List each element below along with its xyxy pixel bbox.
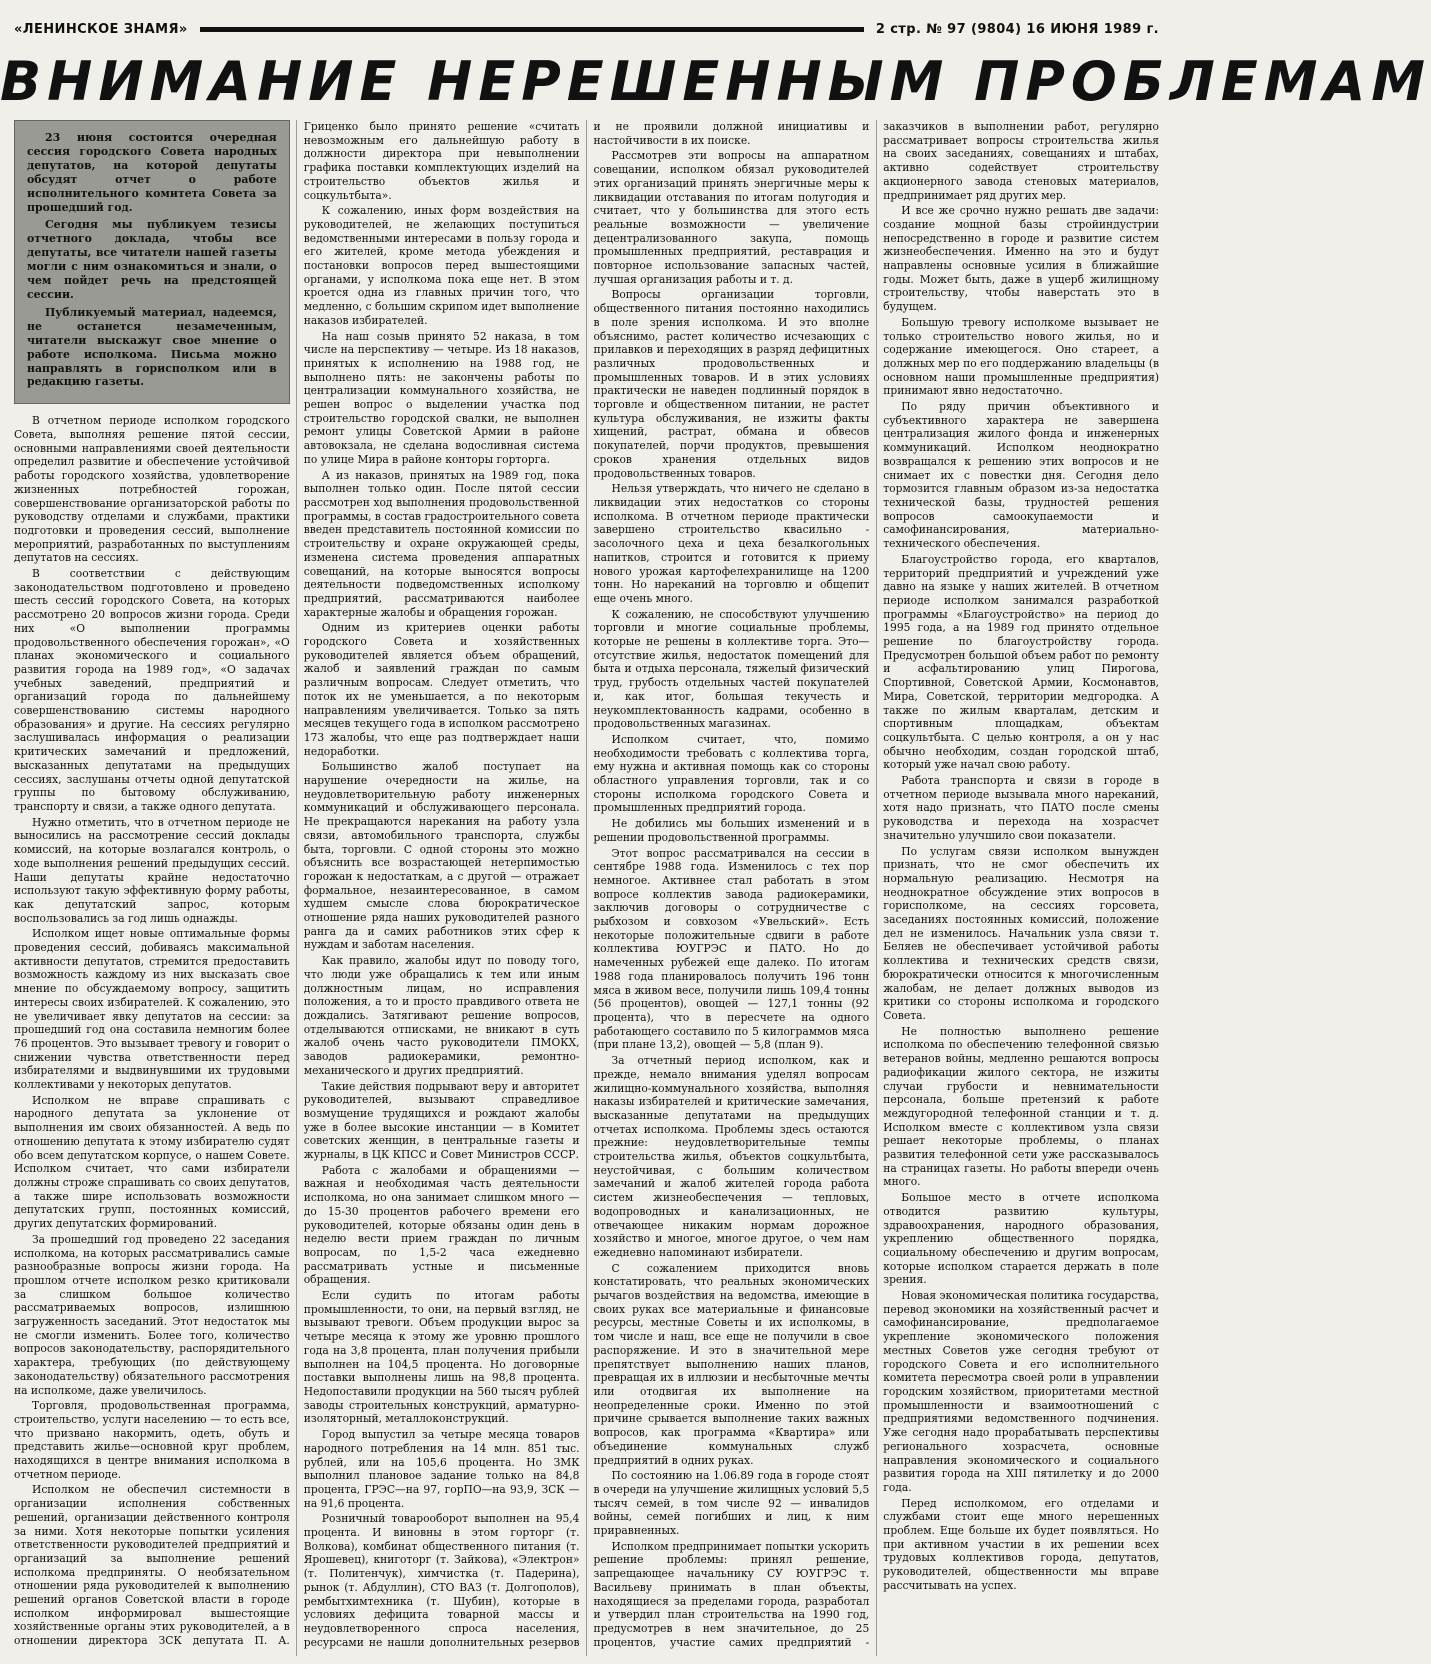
article-paragraph: Если судить по итогам работы промышленности, то они, на первый взгляд, не вызывают тревоги. Объем продукции вырос за четыре месяца к этому же уровню прошлого года на 3,8 процента, план получения прибыли выполнен на 104,5 процента. Но договорные поставки выполнены лишь на 98,8 процента. Недопоставили продукции на 560 тысяч рублей заводы строительных конструкций, арматурно-изоляторный, металлоконструкций. [303,1289,580,1426]
article-paragraph: За прошедший год проведено 22 заседания исполкома, на которых рассматривались самые разнообразные вопросы жизни города. На прошлом отчете исполком резко критиковали за слишком большое количество рассматриваемых вопросов, излишнюю загруженность заседаний. Этот недостаток мы не смогли изменить. Более того, количество вопросов законодательству, распорядительного характера, требующих (по действующему законодательству) обязательного рассмотрения на исполкоме, даже увеличилось. [14,1232,290,1397]
article-paragraph: Рассмотрев эти вопросы на аппаратном совещании, исполком обязал руководителей этих организаций принять энергичные меры к ликвидации отставания по итогам полугодия и считает, что у большинства для этого есть реальные возможности — увеличение децентрализованного закупа, помощь промышленных предприятий, реставрация и повторное использование запасных частей, лучшая организация работы и т. д. [593,149,870,286]
article-paragraph: Работа с жалобами и обращениями — важная и необходимая часть деятельности исполкома, но она занимает слишком много — до 15-30 процентов рабочего времени его руководителей, которые обязаны один день в неделю вести прием граждан по личным вопросам, по 1,5-2 часа ежедневно рассматривать устные и письменные обращения. [303,1163,580,1287]
article-paragraph: По состоянию на 1.06.89 года в городе стоят в очереди на улучшение жилищных условий 5,5 тысяч семей, в том числе 92 — инвалидов войны, семей погибших и лиц, к ним приравненных. [593,1469,870,1538]
article-paragraph: Благоустройство города, его кварталов, территорий предприятий и учреждений уже давно на языке у наших жителей. В отчетном периоде исполком занимался разработкой программы «Благоустройство» на период до 1995 года, а на 1989 год принято отдельное решение по благоустройству города. Предусмотрен большой объем работ по ремонту и асфальтированию улиц Пирогова, Спортивной, Советской Армии, Космонавтов, Мира, Советской, территории медгородка. А также по жилым кварталам, детским и спортивным площадкам, объектам соцкультбыта. С целью контроля, а он у нас обычно необходим, создан городской штаб, который уже начал свою работу. [883,552,1159,772]
article-paragraph: В соответствии с действующим законодательством подготовлено и проведено шесть сессий городского Совета, на которых рассмотрено 20 вопросов жизни города. Среди них «О выполнении программы продовольственного обеспечения горожан», «О планах экономического и социального развития города на 1989 год», «О задачах учебных заведений, предприятий и организаций города по дальнейшему совершенствованию системы народного образования» и другие. На сессиях регулярно заслушивалась информация о реализации критических замечаний и предложений, высказанных депутатами на предыдущих сессиях, заслушаны отчеты одной депутатской группы по бытовому обслуживанию, транспорту и связи, а также одного депутата. [14,567,290,813]
article-lead [14,120,290,404]
article-paragraph: Одним из критериев оценки работы городского Совета и хозяйственных руководителей является объем обращений, жалоб и заявлений граждан по самым различным вопросам. Следует отметить, что поток их не уменьшается, а по некоторым направлениям увеличивается. Только за пять месяцев текущего года в исполком рассмотрено 173 жалобы, что еще раз подтверждает наши недоработки. [303,621,580,758]
article-paragraph: Розничный товарооборот выполнен на 95,4 процента. И виновны в этом горторг (т. Волкова), комбинат общественного питания (т. Ярошевец), книготорг (т. Зайкова), «Электрон» (т. Политенчук), химчистка (т. Падерина), рынок (т. Абдуллин), СТО ВАЗ (т. Долгополов), рембытхимтехника (т. Шубин), которые в условиях дефицита товарной массы и неудовлетворенного спроса населения, ресурсами не нашли дополнительных резервов и не проявили должной инициативы и настойчивости в их поиске. [303,120,870,1649]
article-paragraph: К сожалению, иных форм воздействия на руководителей, не желающих поступиться ведомственными интересами в пользу города и его жителей, кроме метода убеждения и постановки вопросов перед вышестоящими органами, у исполкома пока еще нет. В этом кроется одна из главных причин того, что медленно, с большим скрипом идет выполнение наказов избирателей. [303,204,580,327]
article-paragraph: К сожалению, не способствуют улучшению торговли и многие социальные проблемы, которые не решены в коллективе торга. Это—отсутствие жилья, недостаток помещений для быта и отдыха персонала, тяжелый физический труд, грубость отдельных частей покупателей и, как итог, большая текучесть и неукомплектованность кадрами, особенно в продовольственных магазинах. [593,607,870,731]
article-paragraph: Исполком считает, что, помимо необходимости требовать с коллектива торга, ему нужна и активная помощь как со стороны областного управления торговли, так и со стороны исполкома городского Совета и промышленных предприятий города. [593,732,870,815]
article-paragraph: И все же срочно нужно решать две задачи: создание мощной базы стройиндустрии непосредственно в городе и развитие систем жизнеобеспечения. Именно на это и будут направлены основные усилия в ближайшие годы. Может быть, даже в ущерб жилищному строительству, чтобы наверстать это в будущем. [883,204,1159,314]
article-paragraph: Город выпустил за четыре месяца товаров народного потребления на 14 млн. 851 тыс. рублей, или на 105,6 процента. Но ЗМК выполнил плановое задание только на 84,8 процента, ГРЭС—на 97, горПО—на 93,9, ЗСК — на 91,6 процента. [303,1428,580,1510]
masthead-rule [200,27,864,32]
lead-paragraph: Публикуемый материал, надеемся, не останется незамеченным, читатели выскажут свое мнение о работе исполкома. Письма можно направлять в горисполком или в редакцию газеты. [27,305,277,389]
article-paragraph: По услугам связи исполком вынужден признать, что не смог обеспечить их нормальную реализацию. Несмотря на неоднократное обсуждение этих вопросов в горисполкоме, на сессиях горсовета, заседаниях постоянных комиссий, положение дел не изменилось. Начальник узла связи т. Беляев не обеспечивает устойчивой работы коллектива и технических средств связи, бюрократически относится к многочисленным жалобам, не делает должных выводов из критики со стороны исполкома и городского Совета. [883,844,1159,1022]
article-paragraph: Новая экономическая политика государства, перевод экономики на хозяйственный расчет и самофинансирование, предполагаемое укрепление экономического положения местных Советов уже сегодня требуют от городского Совета и его исполнительного комитета пересмотра своей роли в управлении городским хозяйством, приоритетами местной промышленности и взаимоотношений с предприятиями ведомственного подчинения. Уже сегодня надо прорабатывать перспективы регионального хозрасчета, основные направления экономического и социального развития города на XIII пятилетку и до 2000 года. [883,1289,1159,1494]
article-paragraph: Большую тревогу исполкоме вызывает не только строительство нового жилья, но и содержание имеющегося. Оно стареет, а должных мер по его поддержанию владельцы (в основном наши промышленные предприятия) принимают явно недостаточно. [883,315,1159,398]
lead-paragraph: Сегодня мы публикуем тезисы отчетного доклада, чтобы все депутаты, все читатели нашей газеты могли с ним ознакомиться и знали, о чем пойдет речь на предстоящей сессии. [27,218,277,301]
lead-paragraph: 23 июня состоится очередная сессия городского Совета народных депутатов, на которой депутаты обсудят отчет о работе исполнительного комитета Совета за прошедший год. [27,131,277,214]
article-paragraph: Нужно отметить, что в отчетном периоде не выносились на рассмотрение сессий доклады комиссий, на которые возлагался контроль, о ходе выполнения решений предыдущих сессий. Наши депутаты крайне недостаточно используют такую эффективную форму работы, как депутатский запрос, которым воспользовались за год лишь однажды. [14,815,290,925]
article-paragraph: А из наказов, принятых на 1989 год, пока выполнен только один. После пятой сессии рассмотрен ход выполнения продовольственной программы, в состав градостроительного совета введен представитель постоянной комиссии по строительству и охране окружающей среды, изменена система проведения аппаратных совещаний, на которые выносятся вопросы деятельности подведомственных исполкому предприятий, рассматриваются наиболее характерные жалобы и обращения горожан. [303,468,580,619]
article-paragraph: Исполком предпринимает попытки ускорить решение проблемы: принял решение, запрещающее начальнику СУ ЮУГРЭС т. Васильеву принимать в план объекты, находящиеся за пределами города, разработал и утвердил план строительства на 1990 год, предусмотрев в нем значительное, до 25 процентов, участие самих предприятий - заказчиков в выполнении работ, регулярно рассматривает вопросы строительства жилья на своих заседаниях, совещаниях и штабах, активно содействует строительству акционерного завода стеновых материалов, предпринимает ряд других мер. [593,120,1159,1649]
article-paragraph: Исполком не вправе спрашивать с народного депутата за уклонение от выполнения им своих обязанностей. А ведь по отношению депутата к этому избирателю судят обо всем депутатском корпусе, о нашем Совете. Исполком считает, что сами избиратели должны строже спрашивать со своих депутатов, а также шире использовать возможности депутатских групп, постоянных комиссий, других депутатских формирований. [14,1093,290,1231]
article-paragraph: Нельзя утверждать, что ничего не сделано в ликвидации этих недостатков со стороны исполкома. В отчетном периоде практически завершено строительство квасильно - засолочного цеха и цеха безалкогольных напитков, строится и готовится к приему нового урожая картофелехранилище на 1200 тонн. Но нареканий на торговлю и общепит еще очень много. [593,482,870,605]
issue-info: 2 стр. № 97 (9804) 16 ИЮНЯ 1989 г. [875,21,1159,37]
article-paragraph: Большинство жалоб поступает на нарушение очередности на жилье, на неудовлетворительную работу инженерных коммуникаций и обслуживающего персонала. Не прекращаются нарекания на работу узла связи, автомобильного транспорта, службы быта, торговли. С одной стороны это можно объяснить все возрастающей нетерпимостью горожан к недостаткам, а с другой — отражает формальное, незаинтересованное, в самом худшем смысле слова бюрократическое отношение ряда наших руководителей разного ранга да и самих работников этих сфер к нуждам и заботам населения. [303,760,580,952]
article-paragraph: Такие действия подрывают веру и авторитет руководителей, вызывают справедливое возмущение трудящихся и рождают жалобы уже в более высокие инстанции — в Комитет советских женщин, в центральные газеты и журналы, в ЦК КПСС и Совет Министров СССР. [303,1079,580,1162]
paper-name: «ЛЕНИНСКОЕ ЗНАМЯ» [14,21,188,37]
article-paragraph: Работа транспорта и связи в городе в отчетном периоде вызывала много нареканий, хотя надо признать, что ПАТО после смены руководства и перехода на хозрасчет значительно улучшило свои показатели. [883,774,1159,842]
article-paragraph: Не добились мы больших изменений и в решении продовольственной программы. [593,817,870,844]
headline: ВНИМАНИЕ НЕРЕШЕННЫМ ПРОБЛЕМАМ [0,50,1431,113]
article-paragraph: За отчетный период исполком, как и прежде, немало внимания уделял вопросам жилищно-коммунального хозяйства, выполняя наказы избирателей и критические замечания, высказанные депутатами на предыдущих отчетах исполкома. Проблемы здесь остаются прежние: неудовлетворительные темпы строительства жилья, объектов соцкультбыта, неустойчивая, с большим количеством замечаний и жалоб жителей города работа систем жизнеобеспечения — тепловых, водопроводных и канализационных, не отвечающее никаким нормам дорожное хозяйство и многое, многое другое, о чем нам ежедневно напоминают избиратели. [593,1054,870,1259]
article-paragraph: Перед исполкомом, его отделами и службами стоит еще много нерешенных проблем. Еще больше их будет появляться. Но при активном участии в их решении всех трудовых коллективов города, депутатов, руководителей, общественности мы вправе рассчитывать на успех. [883,1496,1159,1592]
article-paragraph: Большое место в отчете исполкома отводится развитию культуры, здравоохранения, народного образования, укреплению общественного порядка, социальному обеспечению и другим вопросам, которые исполком старается держать в поле зрения. [883,1191,1159,1287]
article-paragraph: Исполком не обеспечил системности в организации исполнения собственных решений, организации действенного контроля за ними. Хотя некоторые попытки усиления ответственности руководителей предприятий и организаций за выполнение решений исполкома предприняты. О необязательном отношении ряда руководителей к выполнению решений органов Советской власти в городе исполком информировал вышестоящие хозяйственные органы этих руководителей, а в отношении директора ЗСК депутата П. А. Гриценко было принято решение «считать невозможным его дальнейшую работу в должности директора при невыполнении графика поставки комплектующих изделий на строительство объектов жилья и соцкультбыта». [14,120,580,1648]
article-body [14,120,1159,1656]
article-paragraph: Не полностью выполнено решение исполкома по обеспечению телефонной связью ветеранов войны, медленно решаются вопросы радиофикации жилого сектора, не изжиты случаи грубости и невнимательности персонала, больше претензий к работе междугородной телефонной станции и т. д. Исполком вместе с коллективом узла связи решает некоторые проблемы, о планах развития телефонной сети уже рассказывалось на страницах газеты. Но работы впереди очень много. [883,1024,1159,1189]
article-paragraph: С сожалением приходится вновь констатировать, что реальных экономических рычагов воздействия на ведомства, имеющие в своих руках все материальные и финансовые ресурсы, местные Советы и их исполкомы, в том числе и наш, все еще не получили в свое распоряжение. И это в значительной мере препятствует выполнению наших планов, превращая их в иллюзии и несбыточные мечты или отодвигая их выполнение на неопределенные сроки. Именно по этой причине срывается выполнение таких важных вопросов, как программа «Квартира» или объединение коммунальных служб предприятий в одних руках. [593,1261,870,1467]
article-paragraph: Исполком ищет новые оптимальные формы проведения сессий, добиваясь максимальной активности депутатов, стремится предоставить возможность каждому из них высказать свое мнение по обсуждаемому вопросу, защитить интересы своих избирателей. К сожалению, это не увеличивает явку депутатов на сессии: за прошедший год она составила немногим более 76 процентов. Это вызывает тревогу и говорит о снижении чувства ответственности перед избирателями и выдвинувшими их трудовыми коллективами у некоторых депутатов. [14,927,290,1092]
article-paragraph: В отчетном периоде исполком городского Совета, выполняя решение пятой сессии, основными направлениями своей деятельности определил развитие и обеспечение устойчивой работы городского хозяйства, удовлетворение жизненных потребностей горожан, совершенствование организаторской работы по руководству отделами и службами, практики подготовки и проведения сессий, выполнение мероприятий, разработанных по выступлениям депутатов на сессиях. [14,414,290,565]
article-paragraph: На наш созыв принято 52 наказа, в том числе на перспективу — четыре. Из 18 наказов, принятых к исполнению на 1988 год, не выполнено пять: не закончены работы по централизации коммунального хозяйства, не решен вопрос о выделении участка под строительство городской свалки, не выполнен ремонт улицы Советской Армии в районе автовокзала, не сделана водосливная система по улице Мира в районе конторы горторга. [303,329,580,466]
article-paragraph: Торговля, продовольственная программа, строительство, услуги населению — то есть все, что призвано накормить, одеть, обуть и представить жилье—основной круг проблем, находящихся в центре внимания исполкома в отчетном периоде. [14,1399,290,1481]
article-paragraph: Этот вопрос рассматривался на сессии в сентябре 1988 года. Изменилось с тех пор немногое. Активнее стал работать в этом вопросе коллектив завода радиокерамики, заключив договоры о сотрудничестве с рыбхозом и совхозом «Увельский». Есть некоторые положительные сдвиги в работе коллектива ЮУГРЭС и ПАТО. Но до намеченных рубежей еще далеко. По итогам 1988 года планировалось получить 196 тонн мяса в живом весе, получили лишь 109,4 тонны (56 процентов), овощей — 127,1 тонны (92 процента), что в пересчете на одного работающего составило по 5 килограммов мяса (при плане 13,2), овощей — 5,8 (план 9). [593,846,870,1052]
masthead [14,14,1159,44]
article-paragraph: По ряду причин объективного и субъективного характера не завершена централизация жилого фонда и инженерных коммуникаций. Исполком неоднократно возвращался к решению этих вопросов и не снимает их с повестки дня. Сегодня дело тормозится главным образом из-за недостатка технической базы, трудностей решения вопросов самоокупаемости и самофинансирования, материально-технического обеспечения. [883,400,1159,551]
article-paragraph: Вопросы организации торговли, общественного питания постоянно находились в поле зрения исполкома. И это вполне объяснимо, растет количество исчезающих с прилавков и переходящих в разряд дефицитных различных продовольственных и промышленных товаров. И в этих условиях практически не наведен подлинный порядок в торговле и общественном питании, не растет культура обслуживания, не изжиты факты хищений, растрат, обмана и обвесов покупателей, порчи продуктов, превышения сроков хранения отдельных видов продовольственных товаров. [593,288,870,480]
article-paragraph: Как правило, жалобы идут по поводу того, что люди уже обращались к тем или иным должностным лицам, но исправления положения, а то и просто правдивого ответа не дождались. Затягивают решение вопросов, отделываются отписками, не вникают в суть жалоб очень часто руководители ПМОКХ, заводов радиокерамики, ремонтно-механического и других предприятий. [303,954,580,1077]
